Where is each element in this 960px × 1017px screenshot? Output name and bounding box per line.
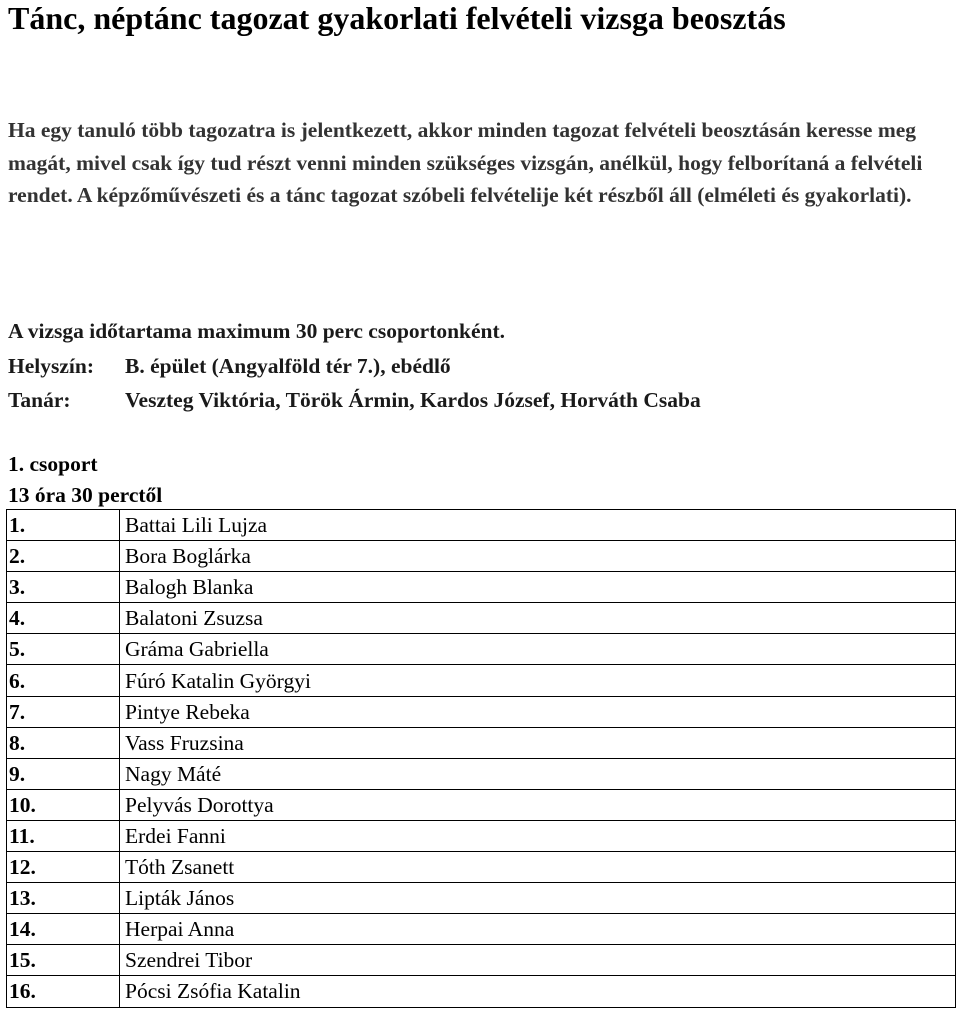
student-number: 1. — [7, 510, 120, 541]
group-name: 1. csoport — [8, 452, 98, 476]
table-row — [7, 634, 956, 665]
student-name: Pelyvás Dorottya — [120, 789, 956, 820]
student-number: 10. — [7, 789, 120, 820]
table-row — [7, 603, 956, 634]
table-row — [7, 665, 956, 696]
table-row — [7, 696, 956, 727]
student-number: 3. — [7, 572, 120, 603]
student-name: Battai Lili Lujza — [120, 510, 956, 541]
student-number: 9. — [7, 758, 120, 789]
table-row — [7, 789, 956, 820]
student-name: Pintye Rebeka — [120, 696, 956, 727]
student-number: 7. — [7, 696, 120, 727]
teacher-value: Veszteg Viktória, Török Ármin, Kardos József, Horváth Csaba — [125, 388, 701, 412]
student-number: 12. — [7, 852, 120, 883]
student-name: Fúró Katalin Györgyi — [120, 665, 956, 696]
page-title: Tánc, néptánc tagozat gyakorlati felvételi vizsga beosztás — [8, 0, 786, 36]
group-time: 13 óra 30 perctől — [8, 483, 163, 507]
student-number: 4. — [7, 603, 120, 634]
student-number: 14. — [7, 914, 120, 945]
table-row — [7, 914, 956, 945]
table-row — [7, 541, 956, 572]
intro-paragraph: Ha egy tanuló több tagozatra is jelentkezett, akkor minden tagozat felvételi beosztásán keresse meg magát, mivel csak így tud részt venni minden szükséges vizsgán, anélkül, hogy felborítaná a felvételi rendet. A képzőművészeti és a tánc tagozat szóbeli felvételije két részből áll (elméleti és gyakorlati). — [8, 118, 923, 207]
student-name: Bora Boglárka — [120, 541, 956, 572]
table-row — [7, 883, 956, 914]
student-name: Vass Fruzsina — [120, 727, 956, 758]
student-number: 6. — [7, 665, 120, 696]
teacher-label: Tanár: — [8, 388, 71, 412]
teacher-line — [8, 385, 701, 415]
student-number: 11. — [7, 820, 120, 851]
student-table — [6, 509, 956, 1008]
table-row — [7, 572, 956, 603]
student-name: Lipták János — [120, 883, 956, 914]
table-row — [7, 510, 956, 541]
duration-line: A vizsga időtartama maximum 30 perc csoportonként. — [8, 319, 506, 343]
student-number: 2. — [7, 541, 120, 572]
table-row — [7, 820, 956, 851]
table-row — [7, 727, 956, 758]
student-number: 8. — [7, 727, 120, 758]
student-number: 15. — [7, 945, 120, 976]
location-value: B. épület (Angyalföld tér 7.), ebédlő — [125, 354, 451, 378]
table-row — [7, 758, 956, 789]
student-number: 13. — [7, 883, 120, 914]
location-label: Helyszín: — [8, 354, 94, 378]
student-table-body — [7, 510, 956, 1008]
student-name: Szendrei Tibor — [120, 945, 956, 976]
student-number: 16. — [7, 976, 120, 1007]
location-line — [8, 351, 451, 381]
student-name: Nagy Máté — [120, 758, 956, 789]
table-row — [7, 945, 956, 976]
student-name: Erdei Fanni — [120, 820, 956, 851]
student-name: Gráma Gabriella — [120, 634, 956, 665]
student-name: Balatoni Zsuzsa — [120, 603, 956, 634]
table-row — [7, 852, 956, 883]
student-number: 5. — [7, 634, 120, 665]
student-name: Herpai Anna — [120, 914, 956, 945]
student-name: Balogh Blanka — [120, 572, 956, 603]
table-row — [7, 976, 956, 1007]
student-name: Pócsi Zsófia Katalin — [120, 976, 956, 1007]
student-name: Tóth Zsanett — [120, 852, 956, 883]
